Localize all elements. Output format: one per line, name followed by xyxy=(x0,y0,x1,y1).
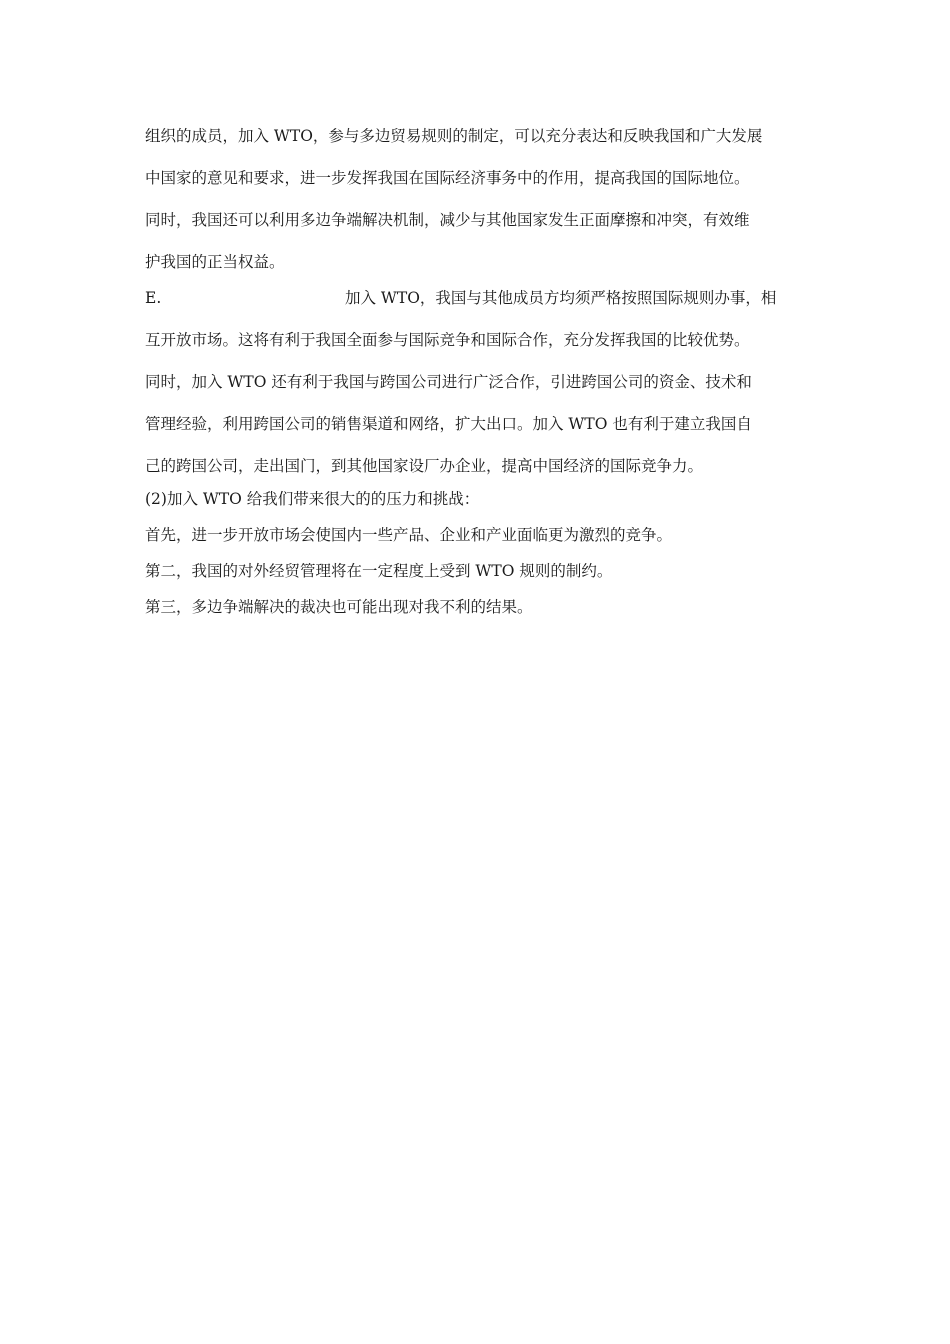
paragraph-line: 同时，我国还可以利用多边争端解决机制，减少与其他国家发生正面摩擦和冲突，有效维 xyxy=(145,211,750,229)
list-item: 首先，进一步开放市场会使国内一些产品、企业和产业面临更为激烈的竞争。 xyxy=(145,526,673,544)
list-item: 第二，我国的对外经贸管理将在一定程度上受到 WTO 规则的制约。 xyxy=(145,562,613,580)
paragraph-e-market-opening xyxy=(145,277,810,487)
paragraph-line: 护我国的正当权益。 xyxy=(145,253,285,271)
paragraph-e-first-line xyxy=(145,277,810,319)
section-heading: (2)加入 WTO 给我们带来很大的的压力和挑战： xyxy=(145,490,480,508)
paragraph-wto-influence xyxy=(145,115,810,283)
paragraph-line: 组织的成员，加入 WTO，参与多边贸易规则的制定，可以充分表达和反映我国和广大发展 xyxy=(145,127,763,145)
item-label-e: E. xyxy=(145,289,162,307)
paragraph-line: 同时，加入 WTO 还有利于我国与跨国公司进行广泛合作，引进跨国公司的资金、技术和 xyxy=(145,373,752,391)
paragraph-line: 中国家的意见和要求，进一步发挥我国在国际经济事务中的作用，提高我国的国际地位。 xyxy=(145,169,750,187)
list-item: 第三，多边争端解决的裁决也可能出现对我不利的结果。 xyxy=(145,598,533,616)
paragraph-line: 管理经验，利用跨国公司的销售渠道和网络，扩大出口。加入 WTO 也有利于建立我国自 xyxy=(145,415,752,433)
paragraph-line: 加入 WTO，我国与其他成员方均须严格按照国际规则办事，相 xyxy=(345,289,777,307)
paragraph-line: 互开放市场。这将有利于我国全面参与国际竞争和国际合作，充分发挥我国的比较优势。 xyxy=(145,331,750,349)
section-pressure-challenges xyxy=(145,481,810,625)
paragraph-line: 己的跨国公司，走出国门，到其他国家设厂办企业，提高中国经济的国际竞争力。 xyxy=(145,457,704,475)
